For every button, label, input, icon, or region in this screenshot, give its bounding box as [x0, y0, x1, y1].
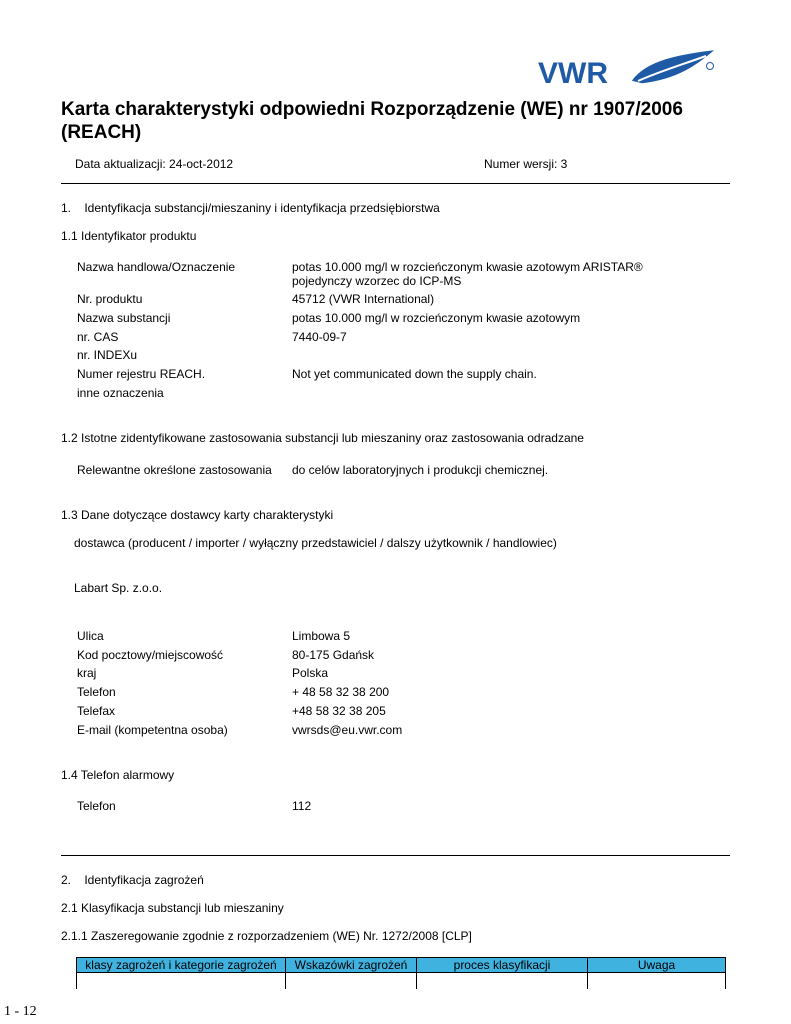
uses-label: Relewantne określone zastosowania — [77, 463, 272, 477]
field-label: Numer rejestru REACH. — [77, 367, 206, 381]
revision-date: Data aktualizacji: 24-oct-2012 — [75, 157, 234, 171]
field-label: Nazwa handlowa/Oznaczenie — [77, 260, 236, 274]
field-value: potas 10.000 mg/l w rozcieńczonym kwasie azotowym — [292, 311, 581, 325]
address-value: Limbowa 5 — [292, 629, 351, 643]
section-1-heading: 1. Identyfikacja substancji/mieszaniny i identyfikacja przedsiębiorstwa — [61, 201, 440, 215]
address-label: Telefon — [77, 685, 116, 699]
table-cell — [77, 973, 286, 990]
table-header-cell: klasy zagrożeń i kategorie zagrożeń — [77, 958, 286, 973]
title-line-1: Karta charakterystyki odpowiedni Rozporządzenie (WE) nr 1907/2006 — [61, 99, 683, 120]
vwr-logo — [538, 50, 718, 92]
field-value: 45712 (VWR International) — [292, 292, 435, 306]
section-divider — [61, 855, 730, 856]
leaf-icon — [634, 52, 710, 82]
version-number: Numer wersji: 3 — [484, 157, 568, 171]
emergency-label: Telefon — [77, 799, 116, 813]
page-number: 1 - 12 — [4, 1004, 37, 1019]
title-line-2: (REACH) — [61, 122, 142, 143]
field-label: Nazwa substancji — [77, 311, 171, 325]
vwr-logo-text: VWR — [538, 57, 608, 90]
subsection-1-4-heading: 1.4 Telefon alarmowy — [61, 768, 175, 782]
field-value: potas 10.000 mg/l w rozcieńczonym kwasie azotowym ARISTAR® — [292, 260, 643, 274]
document-title — [61, 98, 683, 144]
address-label: Kod pocztowy/miejscowość — [77, 648, 224, 662]
table-cell — [588, 973, 726, 990]
field-label: Nr. produktu — [77, 292, 143, 306]
table-row — [77, 973, 726, 990]
table-header-cell: Wskazówki zagrożeń — [286, 958, 417, 973]
address-label: Telefax — [77, 704, 116, 718]
address-value: +48 58 32 38 205 — [292, 704, 386, 718]
header-divider — [61, 183, 730, 184]
address-value: 80-175 Gdańsk — [292, 648, 375, 662]
uses-value: do celów laboratoryjnych i produkcji chemicznej. — [292, 463, 549, 477]
email-link[interactable]: vwrsds@eu.vwr.com — [292, 723, 403, 737]
subsection-2-1-1-heading: 2.1.1 Zaszeregowanie zgodnie z rozporzadzeniem (WE) Nr. 1272/2008 [CLP] — [61, 929, 472, 943]
subsection-1-3-heading: 1.3 Dane dotyczące dostawcy karty charakterystyki — [61, 508, 334, 522]
emergency-value: 112 — [292, 799, 312, 813]
field-value: Not yet communicated down the supply chain. — [292, 367, 537, 381]
supplier-description: dostawca (producent / importer / wyłączny przedstawiciel / dalszy użytkownik / handlowiec) — [74, 536, 557, 550]
table-header-row — [77, 958, 726, 973]
subsection-2-1-heading: 2.1 Klasyfikacja substancji lub mieszaniny — [61, 901, 284, 915]
address-label: Ulica — [77, 629, 104, 643]
field-label: nr. CAS — [77, 330, 119, 344]
field-value-continued: pojedynczy wzorzec do ICP-MS — [292, 274, 462, 288]
field-value: 7440-09-7 — [292, 330, 347, 344]
address-value: + 48 58 32 38 200 — [292, 685, 390, 699]
address-value: Polska — [292, 666, 329, 680]
classification-table — [76, 957, 726, 989]
field-label: nr. INDEXu — [77, 348, 138, 362]
address-label: kraj — [77, 666, 97, 680]
table-header-cell: proces klasyfikacji — [417, 958, 588, 973]
table-header-cell: Uwaga — [588, 958, 726, 973]
table-cell — [417, 973, 588, 990]
field-label: inne oznaczenia — [77, 386, 164, 400]
company-name: Labart Sp. z.o.o. — [74, 581, 163, 595]
subsection-1-2-heading: 1.2 Istotne zidentyfikowane zastosowania substancji lub mieszaniny oraz zastosowania odradzane — [61, 431, 584, 445]
table-cell — [286, 973, 417, 990]
subsection-1-1-heading: 1.1 Identyfikator produktu — [61, 229, 197, 243]
section-2-heading: 2. Identyfikacja zagrożeń — [61, 873, 204, 887]
address-label: E-mail (kompetentna osoba) — [77, 723, 228, 737]
